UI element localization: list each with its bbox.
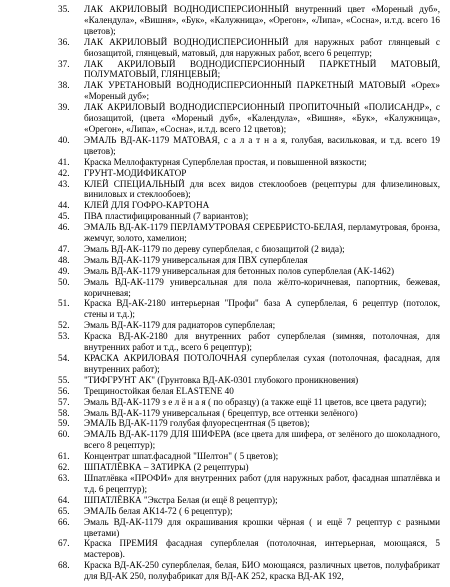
item-number: 45. xyxy=(58,211,70,222)
item-number: 57. xyxy=(58,396,70,407)
list-item xyxy=(58,80,440,102)
list-item xyxy=(58,397,440,408)
item-number: 60. xyxy=(58,429,70,440)
item-number: 50. xyxy=(58,276,70,287)
item-text: "ТИФГРУНТ АК" (Грунтовка ВД-АК-0301 глубокого проникновения) xyxy=(84,374,359,385)
item-text: ЭМАЛЬ ВД-АК-1179 ПЕРЛАМУТРОВАЯ СЕРЕБРИСТО-БЕЛАЯ, перламутровая, бронза, жемчуг, золото, хамелион; xyxy=(84,222,440,244)
item-number: 65. xyxy=(58,505,70,516)
item-text: Эмаль ВД-АК-1179 з е л ё н а я ( по образцу) (а также ещё 11 цветов, все цвета радуги); xyxy=(84,396,427,407)
list-item xyxy=(58,408,440,419)
list-item xyxy=(58,179,440,201)
item-number: 61. xyxy=(58,451,70,462)
item-text: Трещиностойкая белая ELASTENE 40 xyxy=(84,385,234,396)
item-number: 42. xyxy=(58,167,70,178)
item-text: Эмаль ВД-АК-1179 универсальная для бетонных полов суперблелая (АК-1462) xyxy=(84,265,395,276)
item-number: 44. xyxy=(58,200,70,211)
item-text: КЛЕЙ СПЕЦИАЛЬНЫЙ для всех видов стеклообоев (рецептуры для флизелиновых, виниловых и стеклообоев); xyxy=(84,178,440,200)
item-text: Краска ВД-АК-250 суперблелая, белая, БИО моющаяся, различных цветов, полуфабрикат для ВД-АК 250, полуфабрикат для ВД-АК 252, краска ВД-АК 192, xyxy=(84,560,440,582)
list-item xyxy=(58,4,440,37)
item-number: 68. xyxy=(58,560,70,571)
item-text: Концентрат шпат.фасадной "Шелтон" ( 5 цветов); xyxy=(84,451,279,462)
item-text: ЭМАЛЬ ВД-АК-1179 МАТОВАЯ, с а л а т н а я, голубая, васильковая, и т.д. всего 19 цветов); xyxy=(84,134,440,156)
item-number: 67. xyxy=(58,538,70,549)
item-text: Краска Меллофактурная Суперблелая простая, и повышенной вязкости; xyxy=(84,156,367,167)
list-item xyxy=(58,222,440,244)
item-number: 51. xyxy=(58,298,70,309)
list-item xyxy=(58,560,440,582)
item-text: КЛЕЙ ДЛЯ ГОФРО-КАРТОНА xyxy=(84,200,210,211)
item-text: Шпатлёвка «ПРОФИ» для внутренних работ (для наружных работ, фасадная шпатлёвка и т.д. 6 рецептур); xyxy=(84,472,440,494)
list-item xyxy=(58,266,440,277)
item-text: ШПАТЛЁВКА "Экстра Белая (и ещё 8 рецептур); xyxy=(84,494,278,505)
item-number: 43. xyxy=(58,178,70,189)
list-item xyxy=(58,255,440,266)
item-text: ЛАК УРЕТАНОВЫЙ ВОДНОДИСПЕРСИОННЫЙ ПАРКЕТНЫЙ МАТОВЫЙ «Орех» «Мореный дуб»; xyxy=(84,80,440,102)
list-item xyxy=(58,418,440,429)
list-item xyxy=(58,320,440,331)
item-number: 46. xyxy=(58,222,70,233)
item-number: 37. xyxy=(58,58,70,69)
item-number: 36. xyxy=(58,36,70,47)
item-text: ЭМАЛЬ ВД-АК-1179 ДЛЯ ШИФЕРА (все цвета для шифера, от зелёного до шоколадного, всего 8 рецептур); xyxy=(84,429,440,451)
list-item xyxy=(58,386,440,397)
list-item xyxy=(58,353,440,375)
list-item xyxy=(58,277,440,299)
list-item xyxy=(58,298,440,320)
item-number: 66. xyxy=(58,516,70,527)
item-text: ЛАК АКРИЛОВЫЙ ВОДНОДИСПЕРСИОННЫЙ ПАРКЕТНЫЙ МАТОВЫЙ, ПОЛУМАТОВЫЙ, ГЛЯНЦЕВЫЙ; xyxy=(84,58,440,80)
item-number: 58. xyxy=(58,407,70,418)
item-number: 39. xyxy=(58,102,70,113)
list-item xyxy=(58,102,440,135)
item-text: Эмаль ВД-АК-1179 по дереву суперблелая, с биозащитой (2 вида); xyxy=(84,243,345,254)
list-item xyxy=(58,211,440,222)
list-item xyxy=(58,59,440,81)
item-number: 56. xyxy=(58,385,70,396)
item-text: Краска ВД-АК-2180 для внутренних работ суперблелая (зимняя, потолочная, для внутренних работ и т.д., всего 6 рецептур); xyxy=(84,331,440,353)
item-number: 35. xyxy=(58,4,70,14)
item-text: Эмаль ВД-АК-1179 для радиаторов суперблелая; xyxy=(84,320,276,331)
item-text: Эмаль ВД-АК-1179 универсальная для ПВХ суперблелая xyxy=(84,254,308,265)
item-number: 59. xyxy=(58,418,70,429)
recipe-list xyxy=(58,4,440,582)
item-number: 52. xyxy=(58,320,70,331)
item-number: 62. xyxy=(58,462,70,473)
item-number: 41. xyxy=(58,156,70,167)
item-number: 47. xyxy=(58,243,70,254)
item-number: 49. xyxy=(58,265,70,276)
item-number: 55. xyxy=(58,374,70,385)
item-text: ЛАК АКРИЛОВЫЙ ВОДНОДИСПЕРСИОННЫЙ внутренний цвет «Мореный дуб», «Календула», «Вишня», «Бук», «Калужница», «Орегон», «Липа», «Сосна», и.т.д. всего 16 цветов); xyxy=(84,4,440,36)
item-text: ЛАК АКРИЛОВЫЙ ВОДНОДИСПЕРСИОННЫЙ ПРОПИТОЧНЫЙ «ПОЛИСАНДР», с биозащитой, (цвета «Мореный дуб», «Календула», «Вишня», «Бук», «Калужница», «Орегон», «Липа», «Сосна», и.т.д. всего 12 цветов); xyxy=(84,102,440,134)
item-number: 64. xyxy=(58,494,70,505)
item-text: Эмаль ВД-АК-1179 универсальная для пола жёлто-коричневая, папортник, бежевая, коричневая; xyxy=(84,276,440,298)
list-item xyxy=(58,168,440,179)
list-item xyxy=(58,135,440,157)
item-text: ЭМАЛЬ ВД-АК-1179 голубая флуоресцентная (5 цветов); xyxy=(84,418,310,429)
item-text: Эмаль ВД-АК-1179 универсальная ( 6рецептур, все оттенки зелёного) xyxy=(84,407,358,418)
item-text: ЭМАЛЬ белая АК14-72 ( 6 рецептур); xyxy=(84,505,233,516)
item-number: 53. xyxy=(58,331,70,342)
item-number: 38. xyxy=(58,80,70,91)
item-number: 48. xyxy=(58,254,70,265)
item-number: 54. xyxy=(58,353,70,363)
item-number: 40. xyxy=(58,134,70,145)
list-item xyxy=(58,451,440,462)
item-text: ЛАК АКРИЛОВЫЙ ВОДНОДИСПЕРСИОННЫЙ для наружных работ глянцевый с биозащитой, глянцевый, матовый, для наружных работ, всего 6 рецептур; xyxy=(84,36,440,58)
item-text: ШПАТЛЁВКА – ЗАТИРКА (2 рецептуры) xyxy=(84,462,249,473)
item-text: Краска ПРЕМИЯ фасадная суперблелая (потолочная, интерьерная, моющаяся, 5 мастеров). xyxy=(84,538,440,560)
list-item xyxy=(58,429,440,451)
list-item xyxy=(58,462,440,473)
list-item xyxy=(58,495,440,506)
list-item xyxy=(58,157,440,168)
item-text: Краска ВД-АК-2180 интерьерная "Профи" база А суперблелая, 6 рецептур (потолок, стены и т.д.); xyxy=(84,298,440,320)
item-text: ГРУНТ-МОДИФИКАТОР xyxy=(84,167,187,178)
list-item xyxy=(58,473,440,495)
list-item xyxy=(58,375,440,386)
item-text: КРАСКА АКРИЛОВАЯ ПОТОЛОЧНАЯ суперблелая сухая (потолочная, фасадная, для внутренних работ); xyxy=(84,353,440,374)
list-item xyxy=(58,538,440,560)
item-text: Эмаль ВД-АК-1179 для окрашивания крошки чёрная ( и ещё 7 рецептур с разными цветами) xyxy=(84,516,440,538)
item-text: ПВА пластифицированный (7 вариантов); xyxy=(84,211,249,222)
list-item xyxy=(58,244,440,255)
list-item xyxy=(58,517,440,539)
list-item xyxy=(58,200,440,211)
list-item xyxy=(58,331,440,353)
list-item xyxy=(58,506,440,517)
item-number: 63. xyxy=(58,472,70,483)
list-item xyxy=(58,37,440,59)
